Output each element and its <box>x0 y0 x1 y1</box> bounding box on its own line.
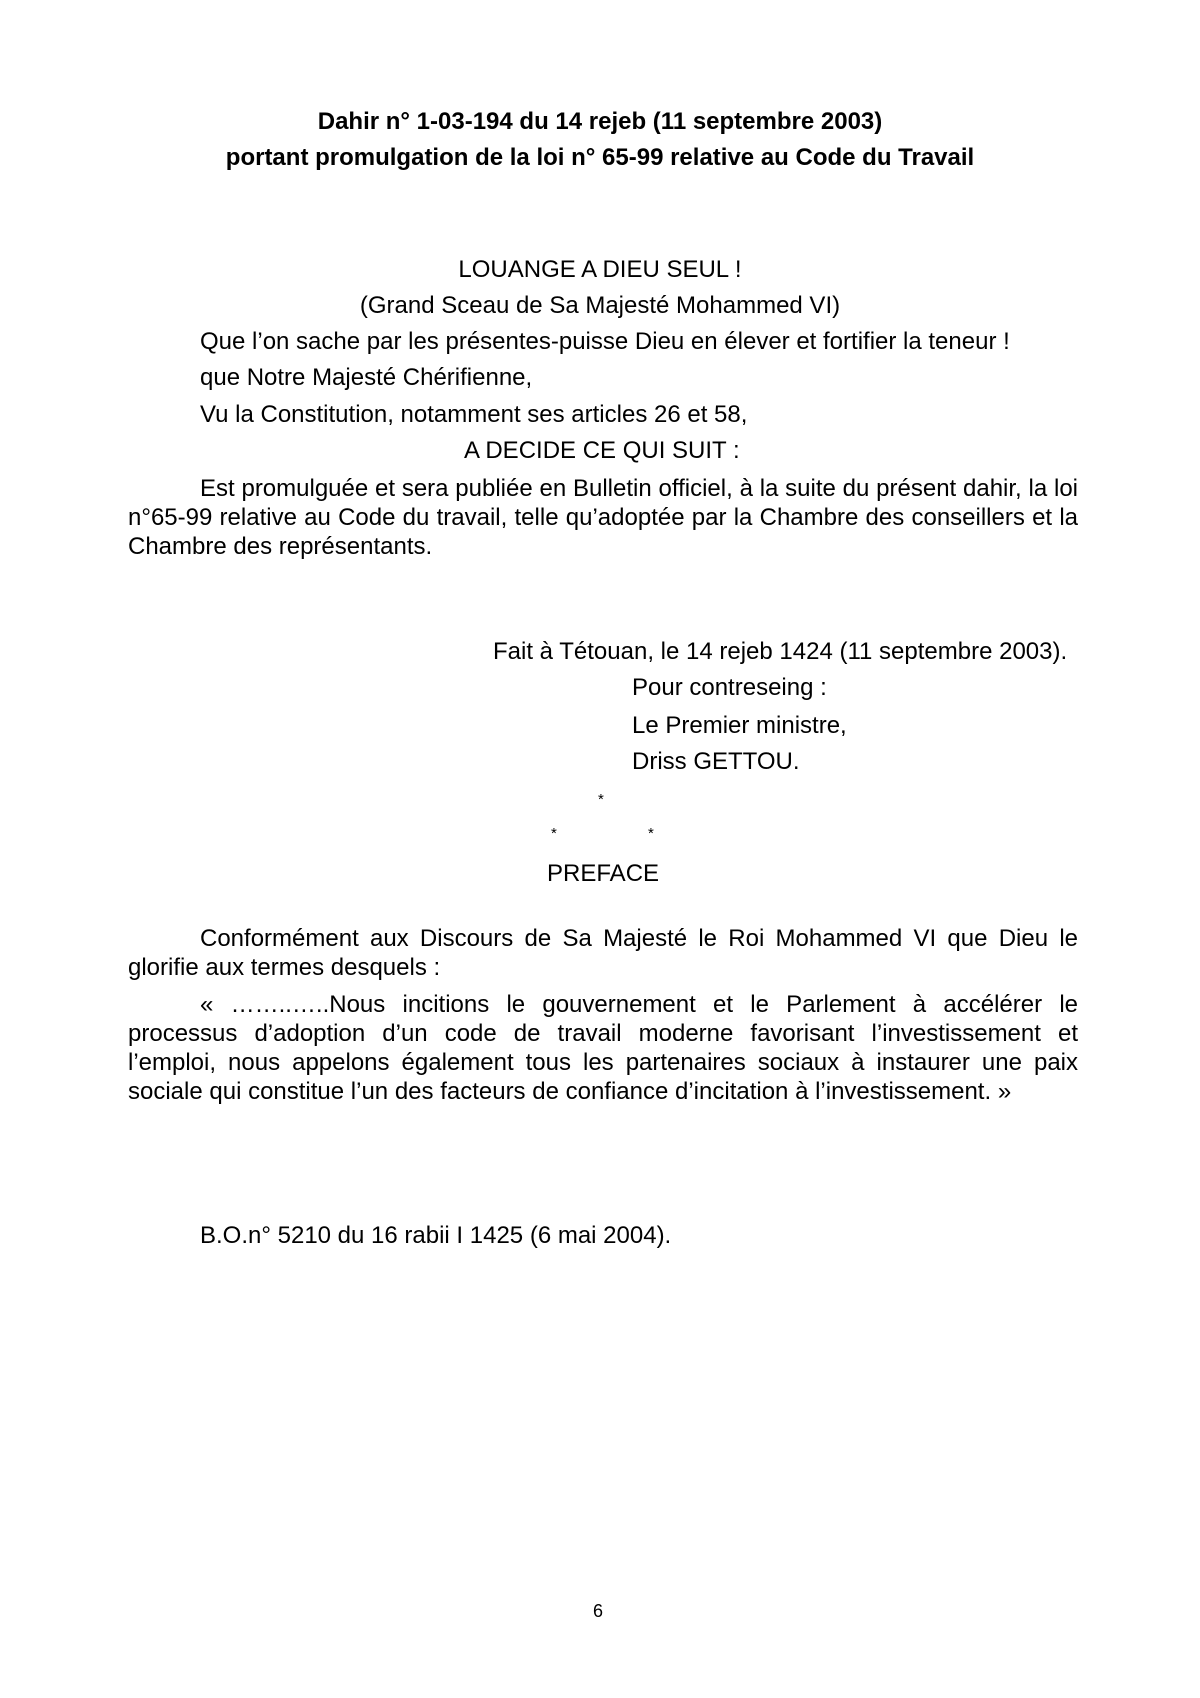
bulletin-reference: B.O.n° 5210 du 16 rabii I 1425 (6 mai 2004). <box>200 1222 672 1249</box>
title-line-1: Dahir n° 1-03-194 du 14 rejeb (11 septembre 2003) <box>317 108 883 135</box>
preface-heading: PREFACE <box>547 860 660 887</box>
invocation-constitution: Vu la Constitution, notamment ses articles 26 et 58, <box>200 401 748 428</box>
page-number: 6 <box>593 1601 604 1621</box>
separator-star-right: * <box>648 825 654 842</box>
title-line-2: portant promulgation de la loi n° 65-99 relative au Code du Travail <box>225 144 975 171</box>
promulgation-paragraph: Est promulguée et sera publiée en Bulletin officiel, à la suite du présent dahir, la loi n°65-99 relative au Code du travail, telle qu’adoptée par la Chambre des conseillers et la Chambre des représentants. <box>128 475 1078 560</box>
invocation-praise: LOUANGE A DIEU SEUL ! <box>458 256 742 283</box>
separator-star-left: * <box>551 825 557 842</box>
preface-quote-paragraph: « ……..…..Nous incitions le gouvernement et le Parlement à accélérer le processus d’adoption d’un code de travail moderne favorisant l’investissement et l’emploi, nous appelons également tous les partenaires sociaux à instaurer une paix sociale qui constitue l’un des facteurs de confiance d’incitation à l’investissement. » <box>128 991 1078 1105</box>
preface-intro-paragraph: Conformément aux Discours de Sa Majesté le Roi Mohammed VI que Dieu le glorifie aux termes desquels : <box>128 925 1078 981</box>
invocation-proclamation: Que l’on sache par les présentes-puisse Dieu en élever et fortifier la teneur ! <box>200 328 1010 355</box>
separator-star-top: * <box>598 791 604 808</box>
invocation-seal: (Grand Sceau de Sa Majesté Mohammed VI) <box>359 292 841 319</box>
invocation-decision: A DECIDE CE QUI SUIT : <box>464 437 740 464</box>
signature-countersign: Pour contreseing : <box>632 674 827 701</box>
invocation-majesty: que Notre Majesté Chérifienne, <box>200 364 533 391</box>
signature-place-date: Fait à Tétouan, le 14 rejeb 1424 (11 septembre 2003). <box>493 638 1068 665</box>
signature-name: Driss GETTOU. <box>632 748 800 775</box>
signature-role: Le Premier ministre, <box>632 712 847 739</box>
